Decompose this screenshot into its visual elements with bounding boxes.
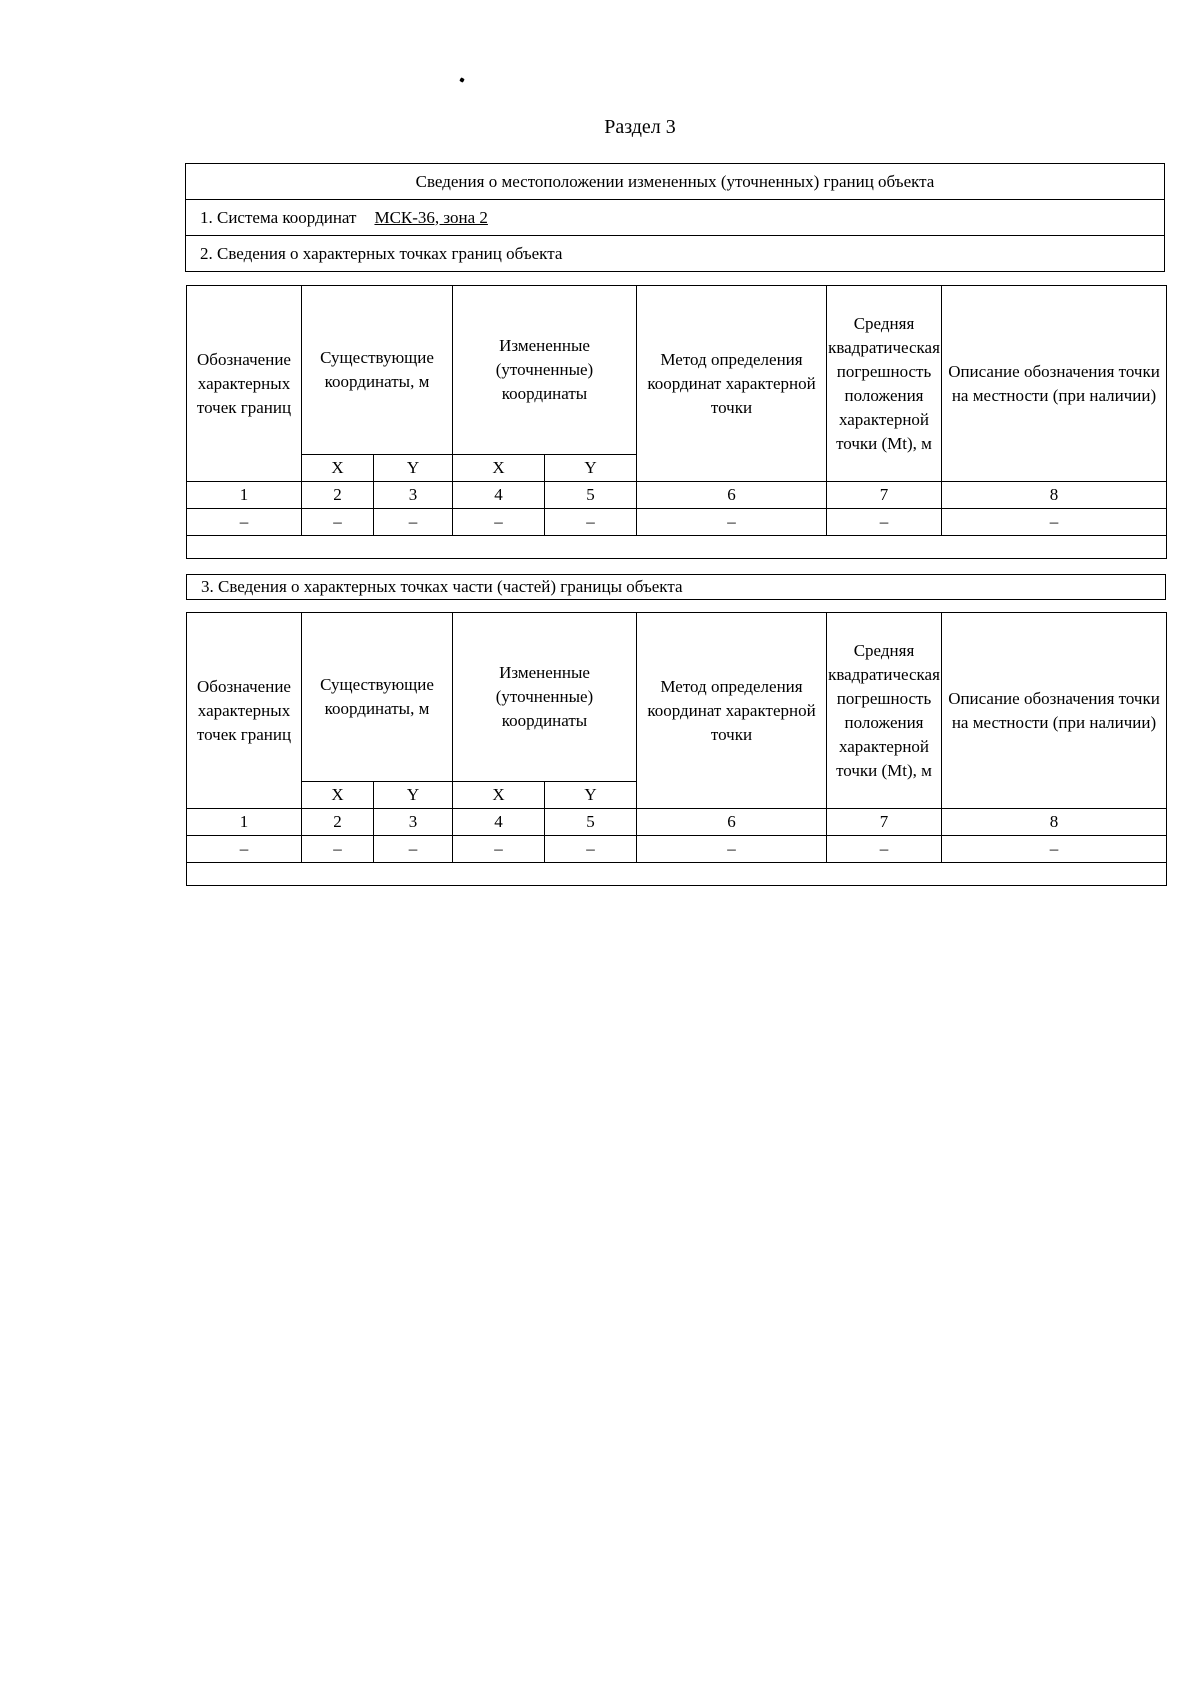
table-cell: –: [374, 509, 453, 536]
column-number: 8: [942, 482, 1167, 509]
col-description: Описание обозначения точки на местности (при наличии): [942, 613, 1167, 809]
table-row: [187, 836, 1167, 863]
table-cell: –: [545, 509, 637, 536]
section3-title: 3. Сведения о характерных точках части (частей) границы объекта: [187, 575, 1166, 600]
column-number: 5: [545, 809, 637, 836]
column-number: 4: [453, 809, 545, 836]
table-cell: –: [942, 836, 1167, 863]
subcol-y: Y: [545, 782, 637, 809]
col-existing-coords: Существующие координаты, м: [302, 613, 453, 782]
coord-system-row: [186, 200, 1165, 236]
col-mean-error: Средняя квадратическая погрешность положения характерной точки (Mt), м: [827, 613, 942, 809]
column-number: 6: [637, 809, 827, 836]
column-number: 7: [827, 482, 942, 509]
col-point-designation: Обозначение характерных точек границ: [187, 613, 302, 809]
subcol-x: X: [302, 782, 374, 809]
col-changed-coords: Измененные (уточненные) координаты: [453, 613, 637, 782]
column-number: 1: [187, 482, 302, 509]
table-row: [187, 509, 1167, 536]
table-cell: –: [302, 836, 374, 863]
blank-row: [187, 863, 1167, 886]
column-number: 3: [374, 809, 453, 836]
section3-table: [186, 574, 1166, 600]
col-description: Описание обозначения точки на местности (при наличии): [942, 286, 1167, 482]
blank-row: [187, 536, 1167, 559]
section-title: Раздел 3: [604, 116, 676, 138]
subcol-y: Y: [545, 455, 637, 482]
subcol-y: Y: [374, 782, 453, 809]
column-number: 6: [637, 482, 827, 509]
subcol-x: X: [302, 455, 374, 482]
column-number: 7: [827, 809, 942, 836]
table-cell: –: [637, 836, 827, 863]
table-cell: –: [187, 836, 302, 863]
column-number: 4: [453, 482, 545, 509]
column-number: 2: [302, 482, 374, 509]
coord-system-value: МСК-36, зона 2: [374, 207, 488, 227]
column-number: 8: [942, 809, 1167, 836]
coord-system-label: 1. Система координат: [200, 207, 357, 227]
table-cell: –: [942, 509, 1167, 536]
col-existing-coords: Существующие координаты, м: [302, 286, 453, 455]
column-number: 2: [302, 809, 374, 836]
column-number-row: [187, 809, 1167, 836]
table-cell: –: [827, 836, 942, 863]
table-cell: –: [827, 509, 942, 536]
table-cell: –: [637, 509, 827, 536]
points-title: 2. Сведения о характерных точках границ объекта: [186, 236, 1165, 272]
subcol-x: X: [453, 455, 545, 482]
header-table: [185, 163, 1165, 272]
column-number-row: [187, 482, 1167, 509]
scan-speck: [459, 77, 464, 82]
col-mean-error: Средняя квадратическая погрешность положения характерной точки (Mt), м: [827, 286, 942, 482]
table-cell: –: [302, 509, 374, 536]
col-point-designation: Обозначение характерных точек границ: [187, 286, 302, 482]
table-cell: –: [453, 836, 545, 863]
header-title: Сведения о местоположении измененных (уточненных) границ объекта: [186, 164, 1165, 200]
parts-points-table: [186, 612, 1167, 886]
column-number: 3: [374, 482, 453, 509]
subcol-x: X: [453, 782, 545, 809]
col-method: Метод определения координат характерной точки: [637, 286, 827, 482]
table-cell: –: [453, 509, 545, 536]
col-method: Метод определения координат характерной точки: [637, 613, 827, 809]
subcol-y: Y: [374, 455, 453, 482]
col-changed-coords: Измененные (уточненные) координаты: [453, 286, 637, 455]
column-number: 1: [187, 809, 302, 836]
column-number: 5: [545, 482, 637, 509]
table-cell: –: [545, 836, 637, 863]
table-cell: –: [187, 509, 302, 536]
points-table: [186, 285, 1167, 559]
table-cell: –: [374, 836, 453, 863]
